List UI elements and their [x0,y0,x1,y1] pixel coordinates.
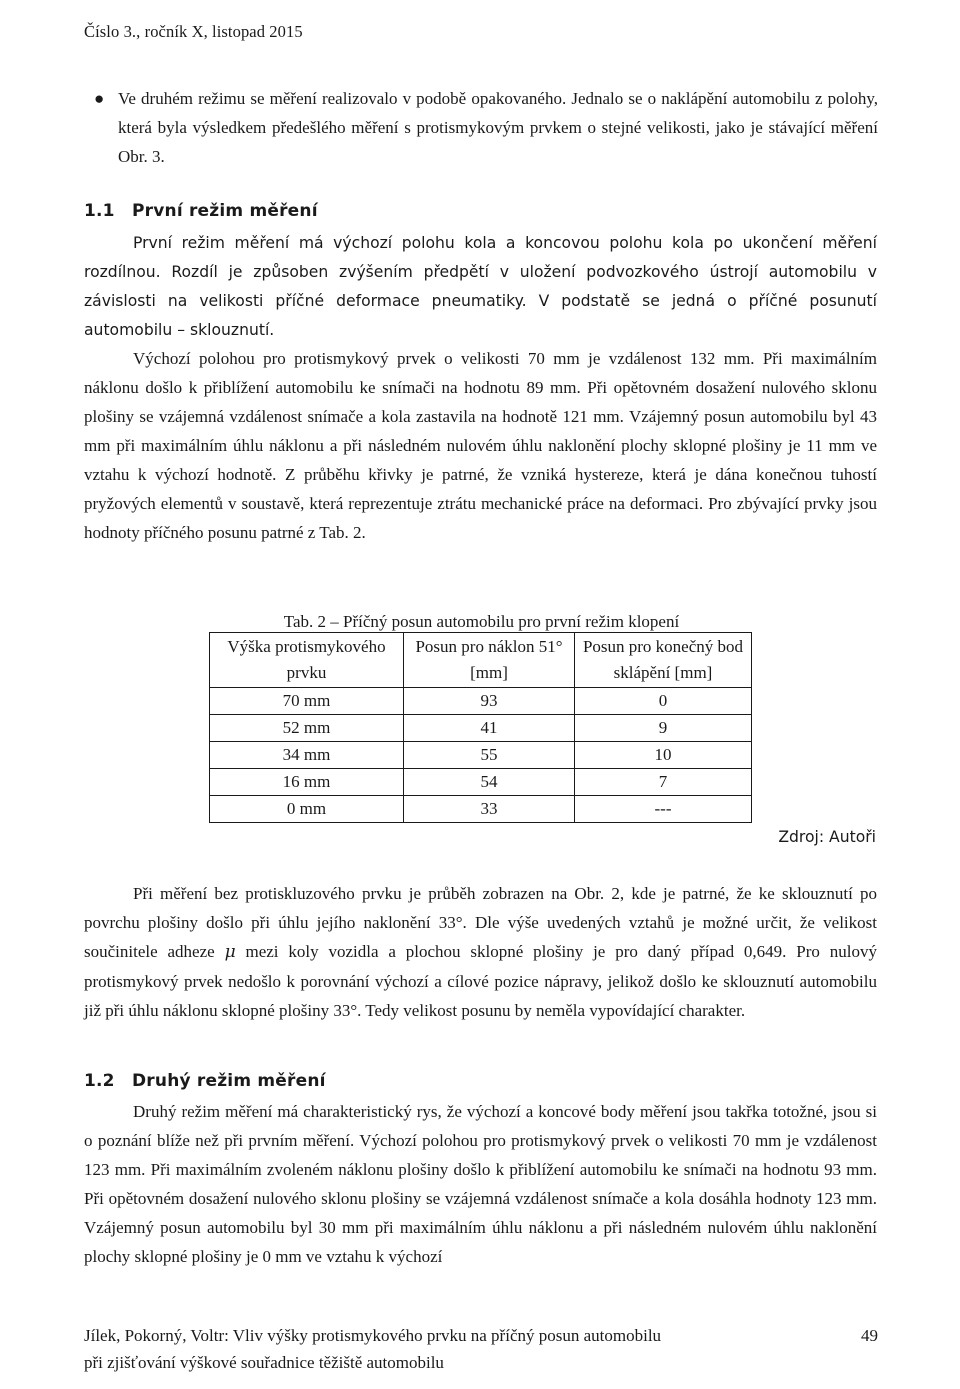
mu-symbol: μ [224,942,236,962]
bullet-item [84,84,878,171]
table-cell: 33 [404,796,575,823]
table-header-cell: Výška protismykového prvku [210,633,404,688]
paragraph-adhesion [84,879,877,1025]
section-1-1-paragraph-2: Výchozí polohou pro protismykový prvek o velikosti 70 mm je vzdálenost 132 mm. Při maximálním náklonu došlo k přiblížení automobilu ke snímači na hodnotu 89 mm. Při opětovném dosažení nulového sklonu plošiny se vzájemná vzdálenost snímače a kola zastavila na hodnotě 121 mm. Vzájemný posun automobilu byl 43 mm při maximálním úhlu náklonu a při následném nulovém úhlu naklonění plochy sklopné plošiny je 11 mm ve vztahu k výchozí hodnotě. Z průběhu křivky je patrné, že vzniká hystereze, která je dána konečnou tuhostí pryžových elementů v soustavě, která reprezentuje ztrátu mechanické práce na deformaci. Pro zbývající prvky jsou hodnoty příčného posunu patrné z Tab. 2. [84,349,877,542]
bullet-dot-icon: ● [94,89,105,108]
table-row [210,769,752,796]
section-title: Druhý režim měření [132,1071,326,1091]
table-row [210,742,752,769]
table-cell: 55 [404,742,575,769]
table-row [210,688,752,715]
page-footer [84,1322,878,1376]
table-cell: 34 mm [210,742,404,769]
table-cell: 54 [404,769,575,796]
page-number: 49 [861,1326,878,1345]
table-caption: Tab. 2 – Příčný posun automobilu pro první režim klopení [283,612,680,631]
table-cell: 70 mm [210,688,404,715]
table-cell: 10 [575,742,752,769]
section-1-1-paragraph-1: První režim měření má výchozí polohu kola a koncovou polohu kola po ukončení měření rozdílnou. Rozdíl je způsoben zvýšením předpětí v uložení podvozkového ústrojí automobilu v závislosti na velikosti příčné deformace pneumatiky. V podstatě se jedná o příčné posunutí automobilu – sklouznutí. [84,234,877,339]
bullet-text: Ve druhém režimu se měření realizovalo v podobě opakovaného. Jednalo se o naklápění automobilu z polohy, která byla výsledkem předešlého měření s protismykovým prvkem o stejné velikosti, jako je stávající měření Obr. 3. [118,89,878,166]
table-cell: 52 mm [210,715,404,742]
table-header-cell: Posun pro konečný bod sklápění [mm] [575,633,752,688]
table-cell: 16 mm [210,769,404,796]
section-1-2-paragraph: Druhý režim měření má charakteristický rys, že výchozí a koncové body měření jsou takřka totožné, jsou si o poznání blíže než při prvním měření. Výchozí polohou pro protismykový prvek o velikosti 70 mm je vzdálenost 123 mm. Při maximálním zvoleném náklonu plošiny došlo k přiblížení automobilu ke snímači na hodnotu 93 mm. Při opětovném dosažení nulového sklonu plošiny se vzájemná vzdálenost snímače a kola dosáhla hodnoty 123 mm. Vzájemný posun automobilu byl 30 mm při maximálním úhlu náklonu a při následném nulovém úhlu naklonění plochy sklopné plošiny je 0 mm ve vztahu k výchozí [84,1102,877,1266]
table-cell: 7 [575,769,752,796]
table-header-cell: Posun pro náklon 51° [mm] [404,633,575,688]
table-cell: 93 [404,688,575,715]
paragraph-text: Při měření bez protiskluzového prvku je průběh zobrazen na Obr. 2, kde je patrné, že ke sklouznutí po povrchu plošiny došlo při úhlu jejího naklonění 33°. Dle výše uvedených vztahů je možné určit, že velikost součinitele adheze [84,884,877,961]
table-cell: 41 [404,715,575,742]
section-number: 1.1 [84,201,115,221]
table-source: Zdroj: Autoři [778,828,876,846]
table-cell: 0 [575,688,752,715]
table-cell: 9 [575,715,752,742]
footer-line-2: při zjišťování výškové souřadnice těžiště automobilu [84,1353,444,1372]
table-row [210,715,752,742]
section-heading-1-2 [84,1071,326,1091]
section-title: První režim měření [132,201,318,221]
page-header: Číslo 3., ročník X, listopad 2015 [84,22,303,41]
section-number: 1.2 [84,1071,115,1091]
table-cell: 0 mm [210,796,404,823]
data-table [209,632,752,823]
paragraph-text: mezi koly vozidla a plochou sklopné plošiny je pro daný případ 0,649. Pro nulový protismykový prvek nedošlo k porovnání výchozí a cílové pozice nápravy, jelikož došlo ke sklouznutí automobilu již při úhlu náklonu sklopné plošiny 33°. Tedy velikost posunu by neměla vypovídající charakter. [84,942,877,1020]
table-header-row [210,633,752,688]
footer-line-1: Jílek, Pokorný, Voltr: Vliv výšky protismykového prvku na příčný posun automobilu [84,1326,662,1345]
section-heading-1-1 [84,201,318,221]
table-row [210,796,752,823]
table-cell: --- [575,796,752,823]
